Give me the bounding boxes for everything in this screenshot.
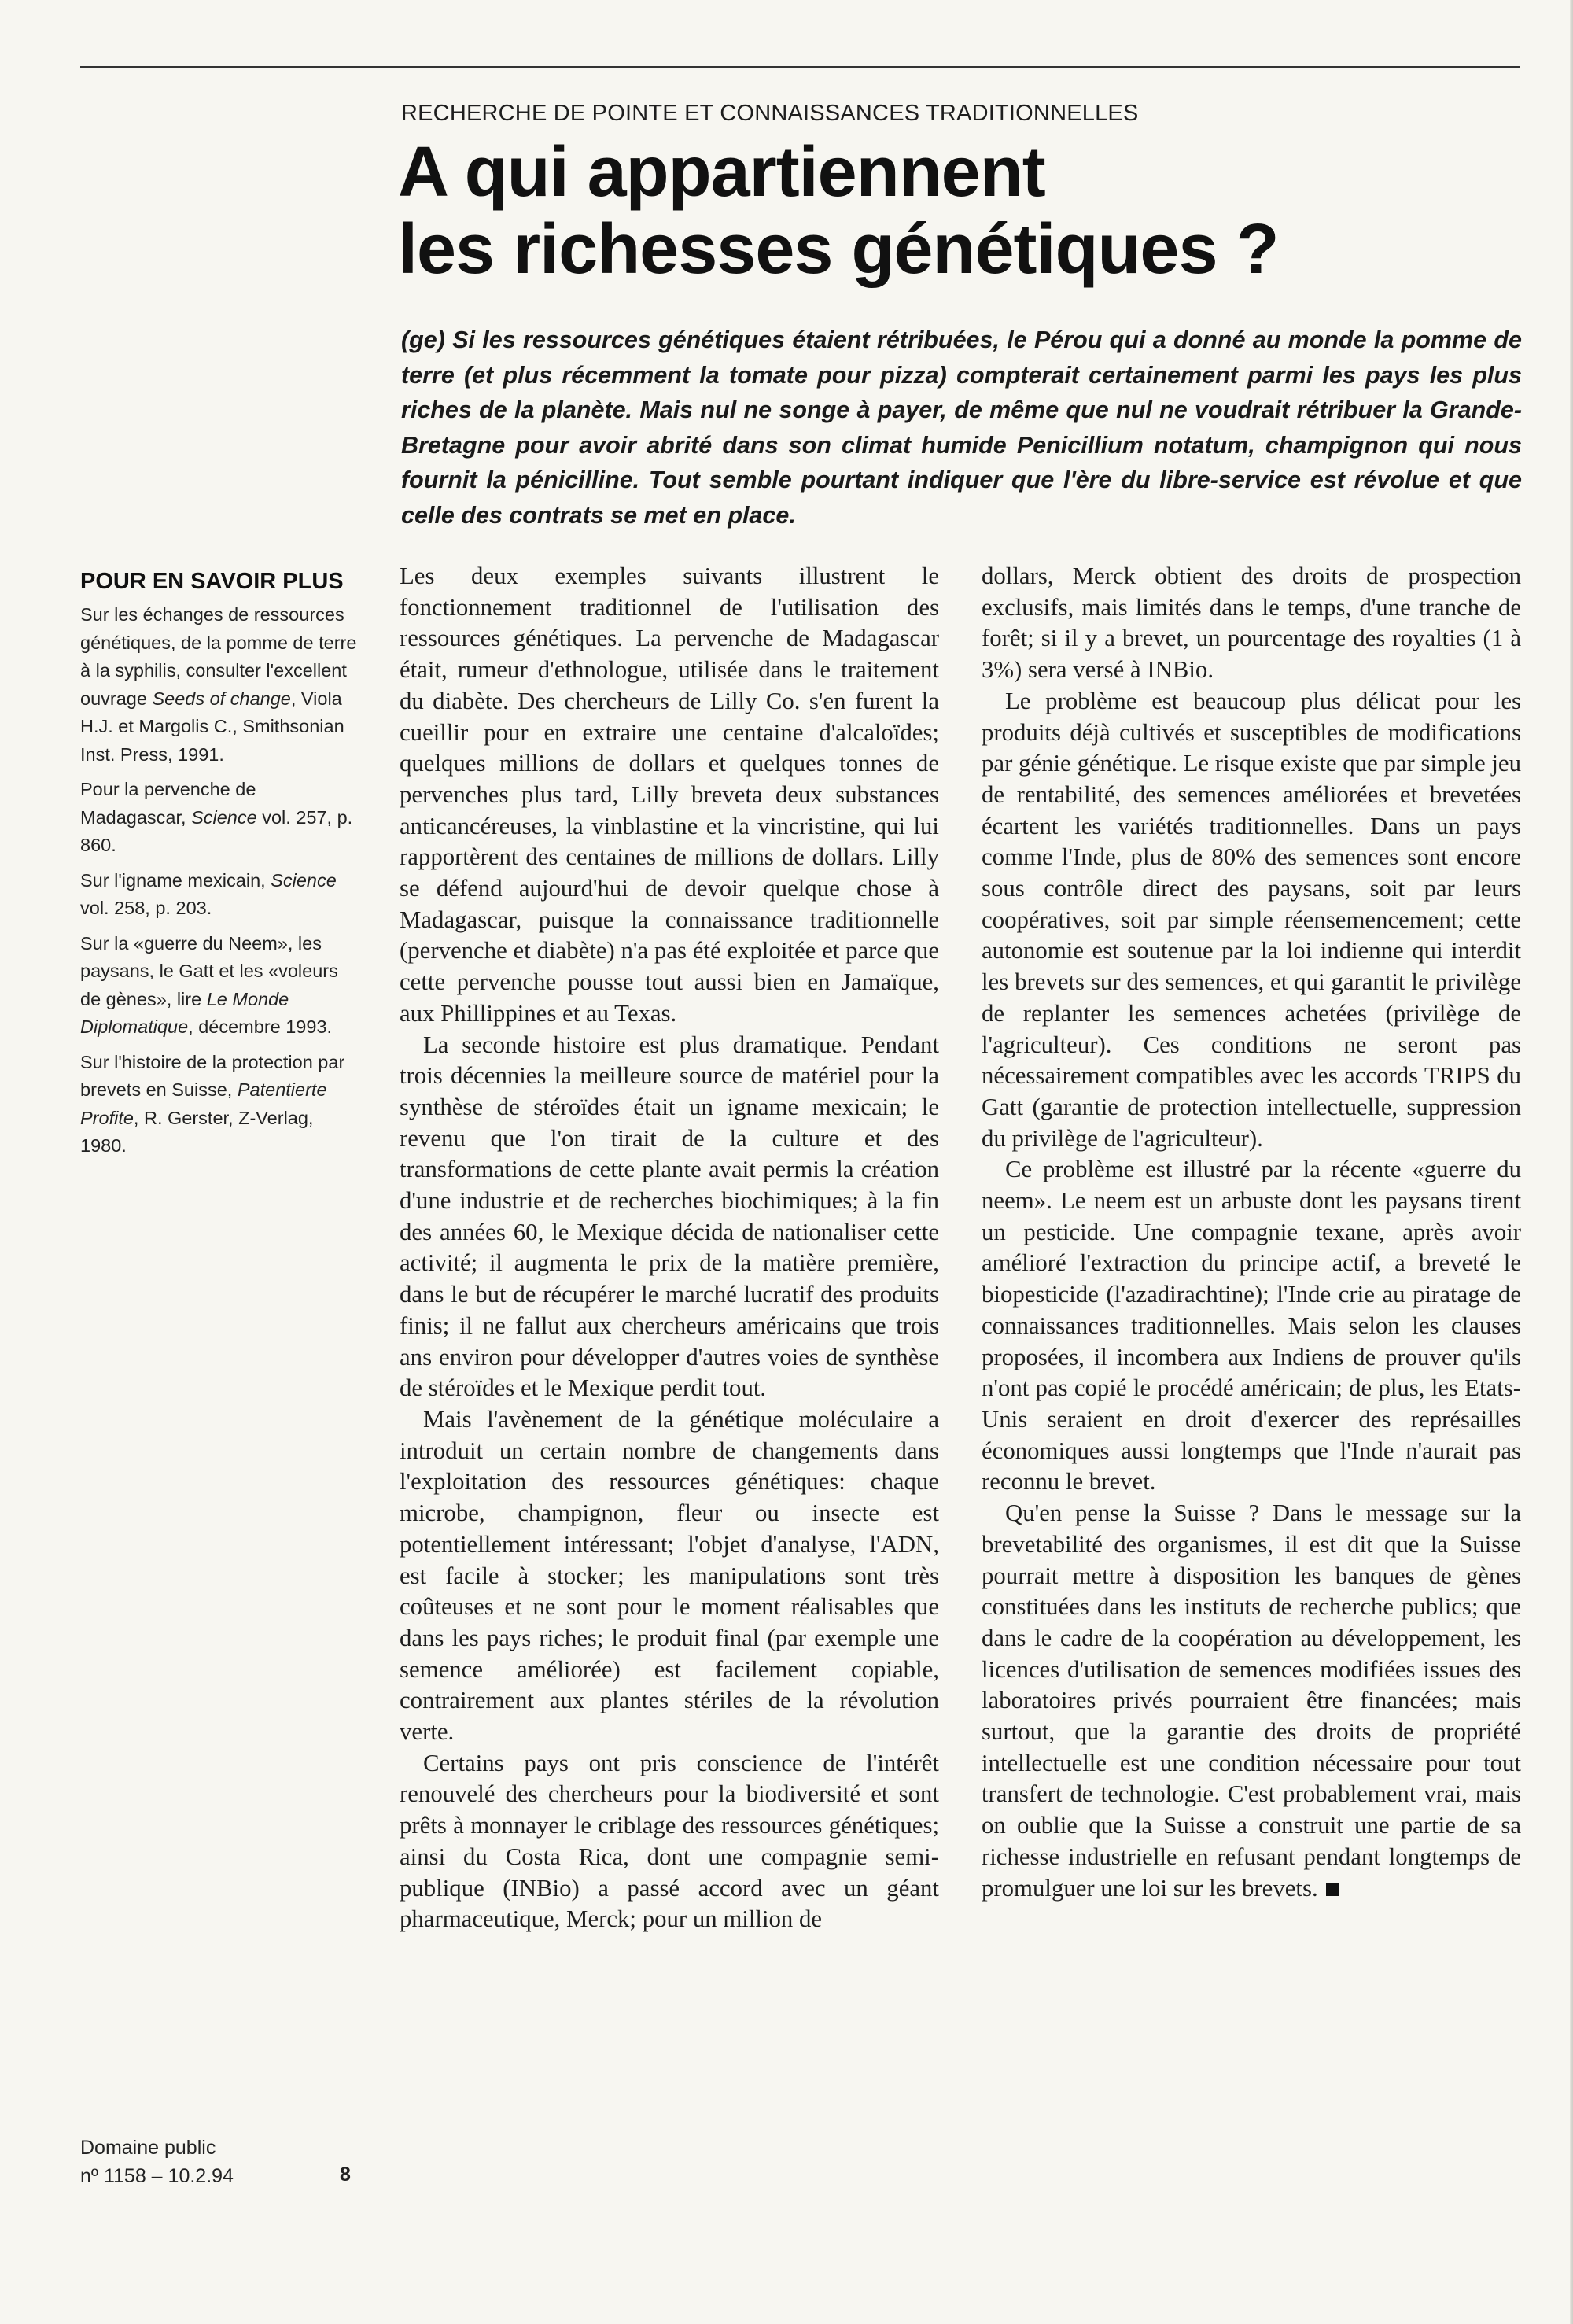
sidebar-reference: Pour la pervenche de Madagascar, Science vol. 257, p. 860. [80,779,353,855]
article-title-line-2: les richesses génétiques ? [398,210,1279,289]
publication-footer [80,2134,234,2190]
body-paragraph: dollars, Merck obtient des droits de prospection exclusifs, mais limités dans le temps, d'une tranche de forêt; si il y a brevet, un pourcentage des royalties (1 à 3%) sera versé à INBio. [982,563,1521,684]
issue-number: nº 1158 – 10.2.94 [80,2165,234,2187]
scan-edge [1570,0,1573,2324]
body-paragraph: Mais l'avènement de la génétique moléculaire a introduit un certain nombre de changements dans l'exploitation des ressources génétiques: chaque microbe, champignon, fleur ou insecte est potentiellement intéressant; l'objet d'analyse, l'ADN, est facile à stocker; les manipulations sont très coûteuses et ne sont pour le moment réalisables que dans les pays riches; le produit final (par exemple une semence améliorée) est facilement copiable, contrairement aux plantes stériles de la révolution verte. [400,1405,939,1746]
top-rule [80,66,1520,68]
body-paragraph: Le problème est beaucoup plus délicat pour les produits déjà cultivés et susceptibles de modifications par génie génétique. Le risque existe que par simple jeu de rentabilité, des semences améliorées et brevetées écartent les variétés traditionnelles. Dans un pays comme l'Inde, plus de 80% des semences sont encore sous contrôle direct des paysans, soit par leurs coopératives, soit par simple réensemencement; cette autonomie est soutenue par la loi indienne qui interdit les brevets sur des semences, et qui garantit le privilège de replanter les semences achetées (privilège de l'agriculteur). Ces conditions ne seront pas nécessairement compatibles avec les accords TRIPS du Gatt (garantie de protection intellectuelle, suppression du privilège de l'agriculteur). [982,687,1521,1152]
sidebar-title: POUR EN SAVOIR PLUS [80,569,344,594]
body-paragraph: Certains pays ont pris conscience de l'intérêt renouvelé des chercheurs pour la biodiversité et sont prêts à monnayer le criblage des ressources génétiques; ainsi du Costa Rica, dont une compagnie semi-publique (INBio) a passé accord avec un géant pharmaceutique, Merck; pour un million de [400,1749,939,1933]
sidebar-reference: Sur les échanges de ressources génétiques, de la pomme de terre à la syphilis, consulter l'excellent ouvrage Seeds of change, Viola H.J. et Margolis C., Smithsonian Inst. Press, 1991. [80,604,357,765]
body-paragraph: Ce problème est illustré par la récente «guerre du neem». Le neem est un arbuste dont les paysans tirent un pesticide. Une compagnie texane, après avoir amélioré l'extraction du principe actif, a breveté le biopesticide (l'azadirachtine); l'Inde crie au piratage de connaissances traditionnelles. Mais selon les clauses proposées, il incombera aux Indiens de prouver qu'ils n'ont pas copié le procédé américain; de plus, les Etats-Unis seraient en droit d'exercer des représailles économiques aussi longtemps que l'Inde n'aurait pas reconnu le brevet. [982,1156,1521,1496]
article-title [398,134,1499,288]
body-paragraph: La seconde histoire est plus dramatique. Pendant trois décennies la meilleure source de matériel pour la synthèse de stéroïdes était un igname mexicain; le revenu que l'on tirait de la culture et des transformations de cette plante avait permis la création d'une industrie et de recherches biochimiques; à la fin des années 60, le Mexique décida de nationaliser cette activité; il augmenta le prix de la matière première, dans le but de récupérer le marché lucratif des produits finis; il ne fallut aux chercheurs américains que trois ans environ pour développer d'autres voies de synthèse de stéroïdes et le Mexique perdit tout. [400,1031,939,1402]
body-column-2 [982,561,1521,1904]
body-column-1 [400,561,939,1935]
page-number: 8 [340,2164,351,2186]
further-reading-sidebar [80,566,360,1168]
body-paragraph: Les deux exemples suivants illustrent le fonctionnement traditionnel de l'utilisation des ressources génétiques. La pervenche de Madagascar était, rumeur d'ethnologue, utilisée dans le traitement du diabète. Des chercheurs de Lilly Co. s'en furent la cueillir pour en extraire une centaine d'alcaloïdes; quelques millions de dollars et quelques tonnes de pervenches plus tard, Lilly breveta deux substances anticancéreuses, la vinblastine et la vincristine, qui lui rapportèrent des centaines de millions de dollars. Lilly se défend aujourd'hui de devoir quelque chose à Madagascar, puisque la connaissance traditionnelle (pervenche et diabète) n'a pas été exploitée et parce que cette pervenche pousse tout aussi bien en Jamaïque, aux Phillippines et au Texas. [400,563,939,1027]
body-paragraph-final: Qu'en pense la Suisse ? Dans le message sur la brevetabilité des organismes, il est dit que la Suisse pourrait mettre à disposition les banques de gènes constituées dans les instituts de recherche publics; que dans le cadre de la coopération au développement, les licences d'utilisation de semences modifiées issues des laboratoires privés pourraient être financées; mais surtout, que la garantie des droits de propriété intellectuelle est une condition nécessaire pour tout transfert de technologie. C'est probablement vrai, mais on oublie que la Suisse a construit une partie de sa richesse industrielle en refusant pendant longtemps de promulguer une loi sur les brevets. [982,1500,1521,1902]
sidebar-reference: Sur la «guerre du Neem», les paysans, le Gatt et les «voleurs de gènes», lire Le Monde Diplomatique, décembre 1993. [80,932,338,1037]
article-lead: (ge) Si les ressources génétiques étaient rétribuées, le Pérou qui a donné au monde la pomme de terre (et plus récemment la tomate pour pizza) compterait certainement parmi les pays les plus riches de la planète. Mais nul ne songe à payer, de même que nul ne voudrait rétribuer la Grande-Bretagne pour avoir abrité dans son climat humide Penicillium notatum, champignon qui nous fournit la pénicilline. Tout semble pourtant indiquer que l'ère du libre-service est révolue et que celle des contrats se met en place. [401,326,1522,529]
sidebar-reference: Sur l'igname mexicain, Science vol. 258, p. 203. [80,869,337,918]
article-title-line-1: A qui appartiennent [398,133,1045,212]
end-of-article-mark [1326,1883,1339,1896]
sidebar-reference: Sur l'histoire de la protection par brevets en Suisse, Patentierte Profite, R. Gerster, Z-Verlag, 1980. [80,1051,345,1156]
article-kicker: RECHERCHE DE POINTE ET CONNAISSANCES TRADITIONNELLES [401,101,1139,126]
publication-name: Domaine public [80,2137,216,2159]
